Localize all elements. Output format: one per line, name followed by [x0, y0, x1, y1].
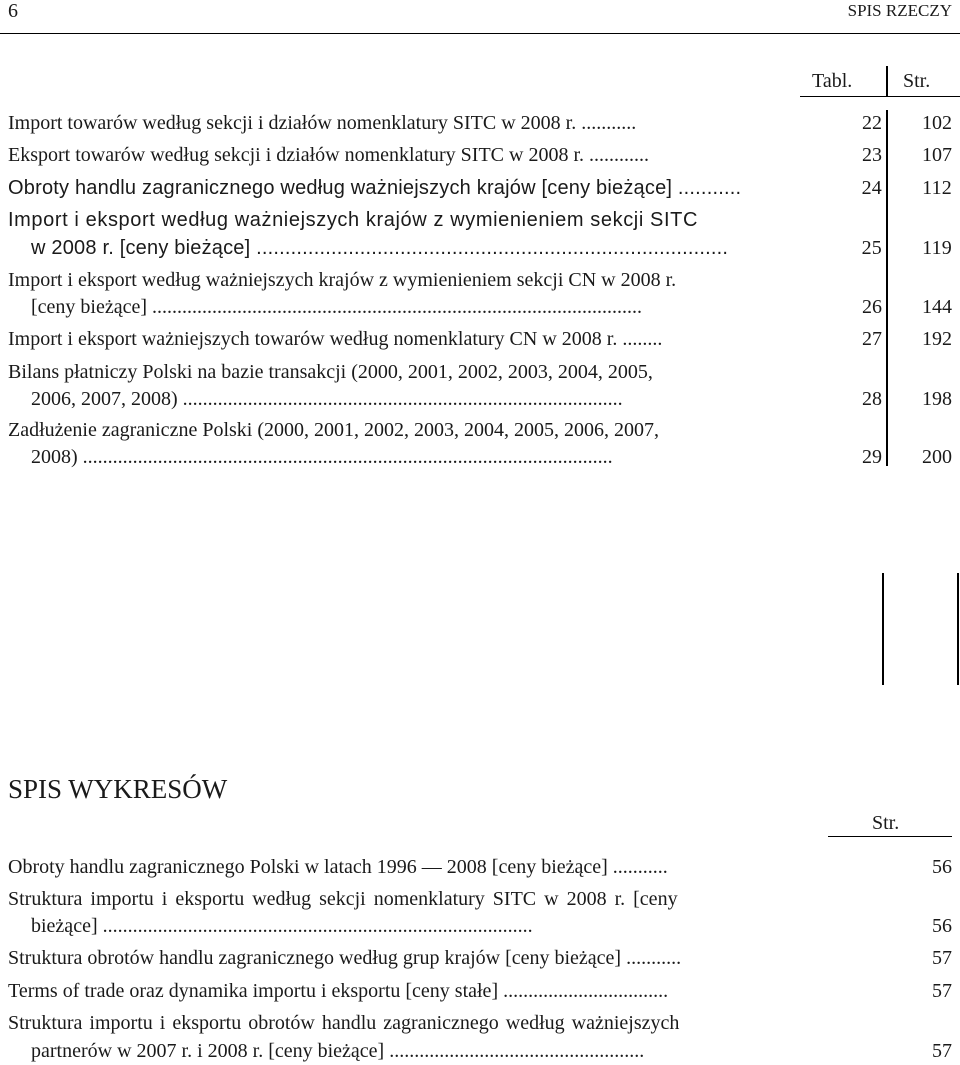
page-ref: 102: [922, 112, 952, 134]
table-number: 28: [862, 388, 882, 410]
list-item-title-cont: [ceny bieżące] ..................................................................................................: [31, 296, 643, 318]
list-item-title: Struktura importu i eksportu według sekcji nomenklatury SITC w 2008 r. [ceny: [8, 888, 678, 910]
page-ref: 56: [932, 856, 952, 878]
page-ref: 57: [932, 947, 952, 969]
list-item-title-cont: w 2008 r. [ceny bieżące] ..................................................................................: [31, 237, 729, 259]
list-item-title: Struktura importu i eksportu obrotów handlu zagranicznego według ważniejszych: [8, 1012, 680, 1034]
column-header-tabl: Tabl.: [812, 70, 853, 92]
table-number: 27: [862, 328, 882, 350]
list-item-title: Struktura obrotów handlu zagranicznego według grup krajów [ceny bieżące] ...........: [8, 947, 682, 969]
list-item-title: Bilans płatniczy Polski na bazie transakcji (2000, 2001, 2002, 2003, 2004, 2005,: [8, 361, 653, 383]
header-underline: [828, 836, 952, 837]
list-item-title: Obroty handlu zagranicznego według ważniejszych krajów [ceny bieżące] ...........: [8, 177, 742, 199]
page-ref: 57: [932, 980, 952, 1002]
table-number: 29: [862, 446, 882, 468]
table-number: 23: [862, 144, 882, 166]
section-title: SPIS WYKRESÓW: [8, 774, 228, 804]
page-ref: 144: [922, 296, 952, 318]
page-number: 6: [8, 0, 18, 22]
header-underline: [800, 96, 960, 97]
list-item-title: Obroty handlu zagranicznego Polski w latach 1996 — 2008 [ceny bieżące] ...........: [8, 856, 668, 878]
column-separator: [886, 110, 888, 466]
column-rule: [882, 573, 884, 685]
page-ref: 57: [932, 1040, 952, 1062]
column-header-str: Str.: [872, 812, 900, 834]
running-section-title: SPIS RZECZY: [847, 1, 952, 20]
column-header-str: Str.: [903, 70, 931, 92]
page-ref: 107: [922, 144, 952, 166]
list-item-title: Import i eksport ważniejszych towarów według nomenklatury CN w 2008 r. ........: [8, 328, 663, 350]
table-number: 22: [862, 112, 882, 134]
list-item-title: Eksport towarów według sekcji i działów nomenklatury SITC w 2008 r. ............: [8, 144, 650, 166]
list-item-title: Import i eksport według ważniejszych krajów z wymienieniem sekcji CN w 2008 r.: [8, 269, 677, 291]
list-item-title: Import towarów według sekcji i działów nomenklatury SITC w 2008 r. ...........: [8, 112, 637, 134]
list-item-title: Zadłużenie zagraniczne Polski (2000, 2001, 2002, 2003, 2004, 2005, 2006, 2007,: [8, 419, 659, 441]
page-ref: 198: [922, 388, 952, 410]
list-item-title: Import i eksport według ważniejszych krajów z wymienieniem sekcji SITC: [8, 209, 698, 231]
table-number: 25: [861, 237, 882, 259]
header-rule: [0, 33, 960, 34]
list-item-title-cont: 2008) ..........................................................................................................: [31, 446, 613, 468]
table-number: 24: [861, 177, 882, 199]
page-ref: 112: [922, 177, 952, 199]
page-header: [0, 0, 960, 36]
column-rule: [957, 573, 959, 685]
page-ref: 192: [922, 328, 952, 350]
page-ref: 56: [932, 915, 952, 937]
list-item-title-cont: 2006, 2007, 2008) ........................................................................................: [31, 388, 623, 410]
list-item-title-cont: bieżące] ......................................................................................: [31, 915, 533, 937]
table-number: 26: [862, 296, 882, 318]
list-item-title: Terms of trade oraz dynamika importu i eksportu [ceny stałe] .................................: [8, 980, 669, 1002]
column-separator: [886, 66, 888, 96]
page-ref: 200: [922, 446, 952, 468]
page-ref: 119: [922, 237, 952, 259]
list-item-title-cont: partnerów w 2007 r. i 2008 r. [ceny bieżące] ...................................................: [31, 1040, 645, 1062]
